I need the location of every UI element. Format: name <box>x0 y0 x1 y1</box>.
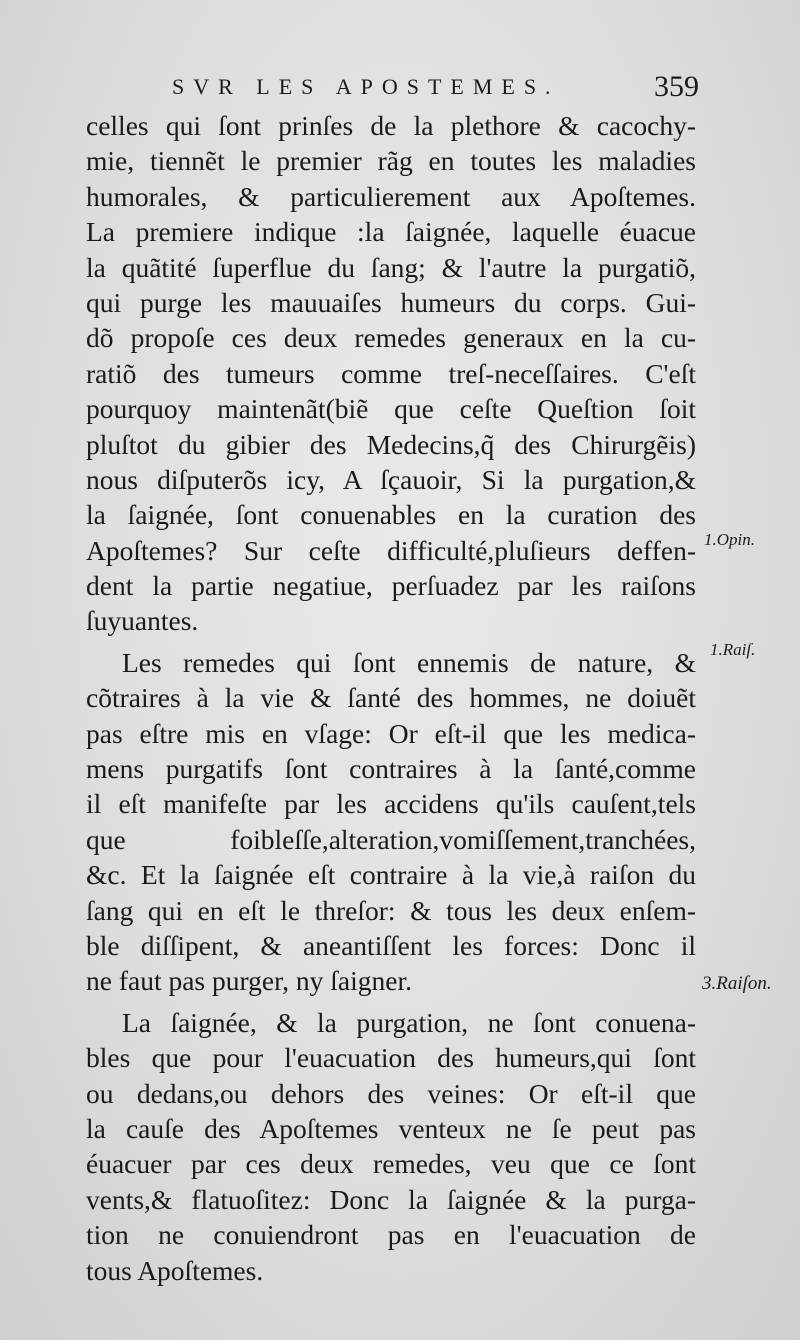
text-line: ou dedans,ou dehors des veines: Or eſt-il que <box>86 1077 696 1109</box>
text-line: ble diſſipent, & aneantiſſent les forces: Donc il <box>86 929 696 961</box>
text-line: éuacuer par ces deux remedes, veu que ce ſont <box>86 1148 696 1180</box>
text-line: bles que pour l'euacuation des humeurs,qui ſont <box>86 1042 696 1074</box>
text-line: dõ propoſe ces deux remedes generaux en la cu- <box>86 322 696 354</box>
text-line: la ſaignée, ſont conuenables en la curation des <box>86 499 696 531</box>
text-line: nous diſputerõs icy, A ſçauoir, Si la purgation,& <box>86 463 696 495</box>
text-line: ne faut pas purger, ny ſaigner. <box>86 965 412 997</box>
text-line: pas eſtre mis en vſage: Or eſt-il que les medica- <box>86 717 696 749</box>
running-title: SVR LES APOSTEMES. <box>172 74 560 99</box>
text-line: mens purgatifs ſont contraires à la ſanté,comme <box>86 753 696 785</box>
text-line: la cauſe des Apoſtemes venteux ne ſe peut pas <box>86 1112 696 1144</box>
text-line: Les remedes qui ſont ennemis de nature, & <box>122 646 696 678</box>
running-head <box>172 70 760 108</box>
text-line: tion ne conuiendront pas en l'euacuation de <box>86 1219 696 1251</box>
text-line: humorales, & particulierement aux Apoſtemes. <box>86 180 696 212</box>
margin-note-reason-3: 3.Raiſon. <box>702 973 772 994</box>
text-line: mie, tiennẽt le premier rãg en toutes les maladies <box>86 145 696 177</box>
body-text <box>86 108 696 1288</box>
text-line: La ſaignée, & la purgation, ne ſont conuena- <box>122 1006 696 1038</box>
text-line: Apoſtemes? Sur ceſte difficulté,pluſieurs deffen- <box>86 534 696 566</box>
text-line: tous Apoſtemes. <box>86 1254 264 1286</box>
text-line: La premiere indique :la ſaignée, laquelle éuacue <box>86 216 696 248</box>
text-line: il eſt manifeſte par les accidens qu'ils cauſent,tels <box>86 788 696 820</box>
text-line: vents,& flatuoſitez: Donc la ſaignée & la purga- <box>86 1183 696 1215</box>
page-number: 359 <box>654 70 699 103</box>
margin-note-reason-1: 1.Raiſ. <box>710 640 756 659</box>
text-line: ſang qui en eſt le threſor: & tous les deux enſem- <box>86 894 696 926</box>
text-line: ratiõ des tumeurs comme treſ-neceſſaires. C'eſt <box>86 357 696 389</box>
text-line: ſuyuantes. <box>86 605 199 637</box>
text-line: celles qui ſont prinſes de la plethore & cacochy- <box>86 110 696 141</box>
margin-note-opinion: 1.Opin. <box>704 530 755 549</box>
text-line: pluſtot du gibier des Medecins,q̃ des Chirurgẽis) <box>86 428 696 460</box>
text-line: pourquoy maintenãt(biẽ que ceſte Queſtion ſoit <box>86 393 696 425</box>
text-line: dent la partie negatiue, perſuadez par les raiſons <box>86 570 696 602</box>
text-line: cõtraires à la vie & ſanté des hommes, ne doiuẽt <box>86 682 696 714</box>
text-line: &c. Et la ſaignée eſt contraire à la vie,à raiſon du <box>86 859 696 891</box>
text-line: la quãtité ſuperflue du ſang; & l'autre la purgatiõ, <box>86 251 696 283</box>
text-line: qui purge les mauuaiſes humeurs du corps. Gui- <box>86 286 696 318</box>
text-line: que foibleſſe,alteration,vomiſſement,tranchées, <box>86 823 696 855</box>
